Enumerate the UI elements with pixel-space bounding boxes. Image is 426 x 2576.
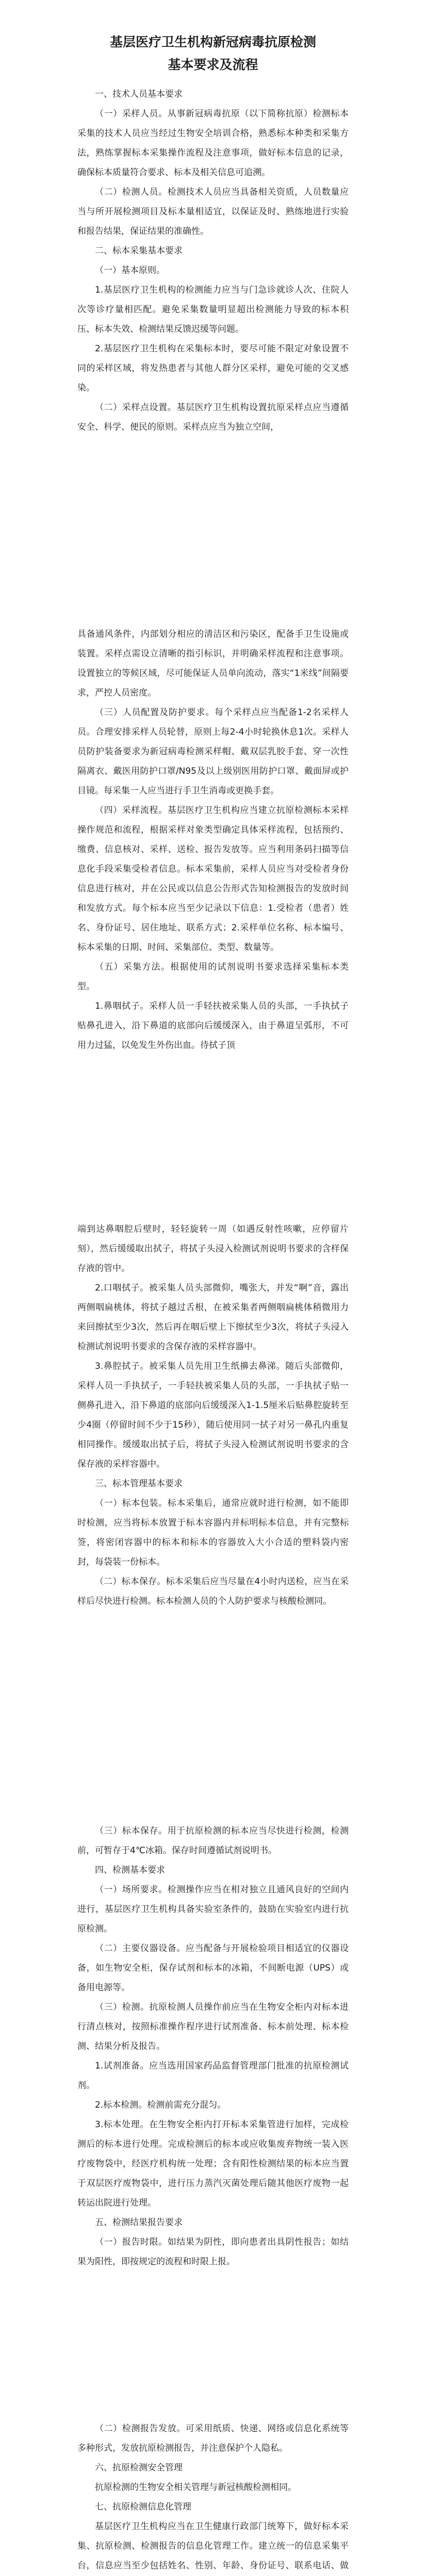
paragraph-principle-2: 2.基层医疗卫生机构在采集标本时，要尽可能不限定对象设置不同的采样区域，将发热患者与其他人群分区采样，避免可能的交叉感染。: [77, 344, 349, 393]
heading-testing: 四、检测基本要求: [95, 1865, 165, 1875]
heading-technical-staff: 一、技术人员基本要求: [95, 89, 183, 99]
heading-informatization: 七、抗原检测信息化管理: [95, 2502, 191, 2512]
paragraph-equipment: （二）主要仪器设备。应当配备与开展检验项目相适宜的仪器设备，如生物安全柜，保存试剂和标本的冰箱，不间断电源（UPS）或备用电源等。: [77, 1943, 349, 1993]
paragraph-site-setup-cont: 具备通风条件，内部划分相应的清洁区和污染区，配备手卫生设施或装置。采样点需设立清晰的指引标识，并明确采样流程和注意事项。设置独立的等候区域，尽可能保证人员单向流动，落实“1米线”间隔要求，严控人员密度。: [77, 629, 349, 698]
section-safety-and-info: [77, 2419, 349, 2576]
paragraph-storage: （二）标本保存。标本采集后应当尽量在4小时内送检，应当在采样后尽快进行检测。标本检测人员的个人防护要求与核酸检测同。: [77, 1577, 349, 1606]
section-testing: [77, 1821, 349, 2272]
paragraph-report-time: （一）报告时限。如结果为阴性，即向患者出具阴性报告；如结果为阳性，即按规定的流程和时限上报。: [77, 2237, 349, 2267]
section-sample-management: [77, 1219, 349, 1611]
document-title-line-1: 基层医疗卫生机构新冠病毒抗原检测: [109, 35, 316, 49]
paragraph-testing: （三）检测。抗原检测人员操作前应当在生物安全柜内对标本进行清点核对，按照标准操作程序进行试剂准备、标本前处理、标本检测、结果分析及报告。: [77, 2002, 349, 2052]
heading-result-report: 五、检测结果报告要求: [95, 2217, 183, 2228]
paragraph-nasal: 3.鼻腔拭子。被采集人员先用卫生纸擤去鼻涕。随后头部微仰，采样人员一手执拭子，一手轻扶被采集人员的头部，一手执拭子贴一侧鼻孔进入，沿下鼻道的底部向后缓缓深入1-1.5厘米后贴鼻腔旋转至少4圈（停留时间不少于15秒），随后使用同一拭子对另一鼻孔内重复相同操作。缓缓取出拭子后，将拭子头浸入检测试剂说明书要求的含保存液的采样容器中。: [77, 1361, 349, 1469]
section-sampling-site: [77, 624, 349, 1055]
paragraph-nasopharyngeal: 1.鼻咽拭子。采样人员一手轻扶被采集人员的头部，一手执拭子贴鼻孔进入，沿下鼻道的底部向后缓缓深入，由于鼻道呈弧形，不可用力过猛，以免发生外伤出血。待拭子顶: [77, 1001, 349, 1050]
paragraph-sample-disposal: 3.标本处理。在生物安全柜内打开标本采集管进行加样，完成检测后的标本进行处理。完成检测后的标本或应收集废弃物统一装入医疗废物袋中，经医疗机构统一处理；含有阳性检测结果的标本应当置于双层医疗废物袋中，进行压力蒸汽灭菌处理后随其他医疗废物一起转运出院进行处理。: [77, 2120, 349, 2208]
paragraph-principle-1: 1.基层医疗卫生机构的检测能力应当与门急诊就诊人次、住院人次等诊疗量相匹配。避免采集数量明显超出检测能力导致的标本积压、标本失效、检测结果反馈迟缓等问题。: [77, 285, 349, 334]
paragraph-sampler: （一）采样人员。从事新冠病毒抗原（以下简称抗原）检测标本采集的技术人员应当经过生物安全培训合格，熟悉标本种类和采集方法，熟练掌握标本采集操作流程及注意事项，做好标本信息的记录，确保标本质量符合要求、标本及相关信息可追溯。: [77, 109, 349, 178]
paragraph-tester: （二）检测人员。检测技术人员应当具备相关资质，人员数量应当与所开展检测项目及标本量相适宜，以保证及时、熟练地进行实验和报告结果，保证结果的准确性。: [77, 187, 349, 236]
paragraph-sampling-process: （四）采样流程。基层医疗卫生机构应当建立抗原检测标本采样操作规范和流程，根据采样对象类型确定具体采样流程，包括预约、缴费、信息核对、采样、送检、报告发放等。应当利用条码扫描等信息化手段采集受检者信息。标本采集前，采样人员应当对受检者身份信息进行核对，并在公民或以信息公告形式告知检测报告的发放时间和发放方式。每个标本应当至少记录以下信息：1.受检者（患者）姓名、身份证号、居住地址、联系方式；2.采样单位名称、标本编号、标本采集的日期、时间、采集部位、类型、数量等。: [77, 805, 349, 953]
heading-safety: 六、抗原检测安全管理: [95, 2463, 183, 2473]
subheading-basic-principles: （一）基本原则。: [95, 265, 165, 276]
heading-sample-management: 三、标本管理基本要求: [95, 1479, 183, 1489]
paragraph-preservation: （三）标本保存。用于抗原检测的标本应当尽快进行检测，检测前，可暂存于4℃冰箱。保存时间遵循试剂说明书。: [77, 1826, 349, 1856]
paragraph-informatization: 基层医疗卫生机构应当在卫生健康行政部门统筹下，做好标本采集、抗原检测、检测报告的信息化管理工作。建立统一的信息采集平台，信息应当至少包括姓名、性别、年龄、身份证号、联系电话、做: [77, 2521, 349, 2571]
paragraph-oropharyngeal: 2.口咽拭子。被采集人员头部微仰，嘴张大，并发“啊”音，露出两侧咽扁桃体，将拭子越过舌根，在被采集者两侧咽扁桃体稍微用力来回擦拭至少3次，然后再在咽后壁上下擦拭至少3次，将拭子头浸入检测试剂说明书要求的含保存液的采样容器中。: [77, 1283, 349, 1352]
paragraph-venue: （一）场所要求。检测操作应当在相对独立且通风良好的空间内进行，基层医疗卫生机构具备实验室条件的，鼓励在实验室内进行抗原检测。: [77, 1885, 349, 1934]
paragraph-sampling-method: （五）采集方法。根据使用的试剂说明书要求选择采集标本类型。: [77, 962, 349, 992]
paragraph-safety: 抗原检测的生物安全相关管理与新冠核酸检测相同。: [95, 2482, 297, 2493]
paragraph-report-delivery: （二）检测报告发放。可采用纸质、快递、网络或信息化系统等多种形式，发放抗原检测报告，并注意保护个人隐私。: [77, 2424, 349, 2453]
paragraph-staffing: （三）人员配置及防护要求。每个采样点应当配备1-2名采样人员。合理安排采样人员轮替，原则上每2-4小时轮换休息1次。采样人员防护装备要求为新冠病毒检测采样帽、戴双层乳胶手套、穿一次性隔离衣、戴医用防护口罩/N95及以上级别医用防护口罩、戴面屏或护目镜。每采集一人应当进行手卫生消毒或更换手套。: [77, 707, 349, 796]
paragraph-nasopharyngeal-cont: 端到达鼻咽腔后壁时，轻轻旋转一周（如遇反射性咳嗽，应停留片刻），然后缓缓取出拭子，将拭子头浸入检测试剂说明书要求的含样保存液的管中。: [77, 1224, 349, 1274]
document-title-line-2: 基本要求及流程: [168, 57, 258, 72]
paragraph-reagent: 1.试剂准备。应当选用国家药品监督管理部门批准的抗原检测试剂。: [77, 2061, 349, 2091]
paragraph-sample-test: 2.标本检测。检测前需充分混匀。: [95, 2100, 226, 2110]
paragraph-packaging: （一）标本包装。标本采集后，通常应就时进行检测，如不能即时检测，应当将标本放置于标本容器内并标明标本信息，并有完整标签，将密闭容器中的标本和标本的容器放入大小合适的塑料袋内密封，每袋装一份标本。: [77, 1498, 349, 1567]
section-technical-staff: [77, 31, 349, 437]
paragraph-site-setup: （二）采样点设置。基层医疗卫生机构设置抗原采样点应当遵循安全、科学、便民的原则。采样点应当为独立空间，: [77, 402, 349, 432]
heading-sampling-requirements: 二、标本采集基本要求: [95, 246, 183, 256]
